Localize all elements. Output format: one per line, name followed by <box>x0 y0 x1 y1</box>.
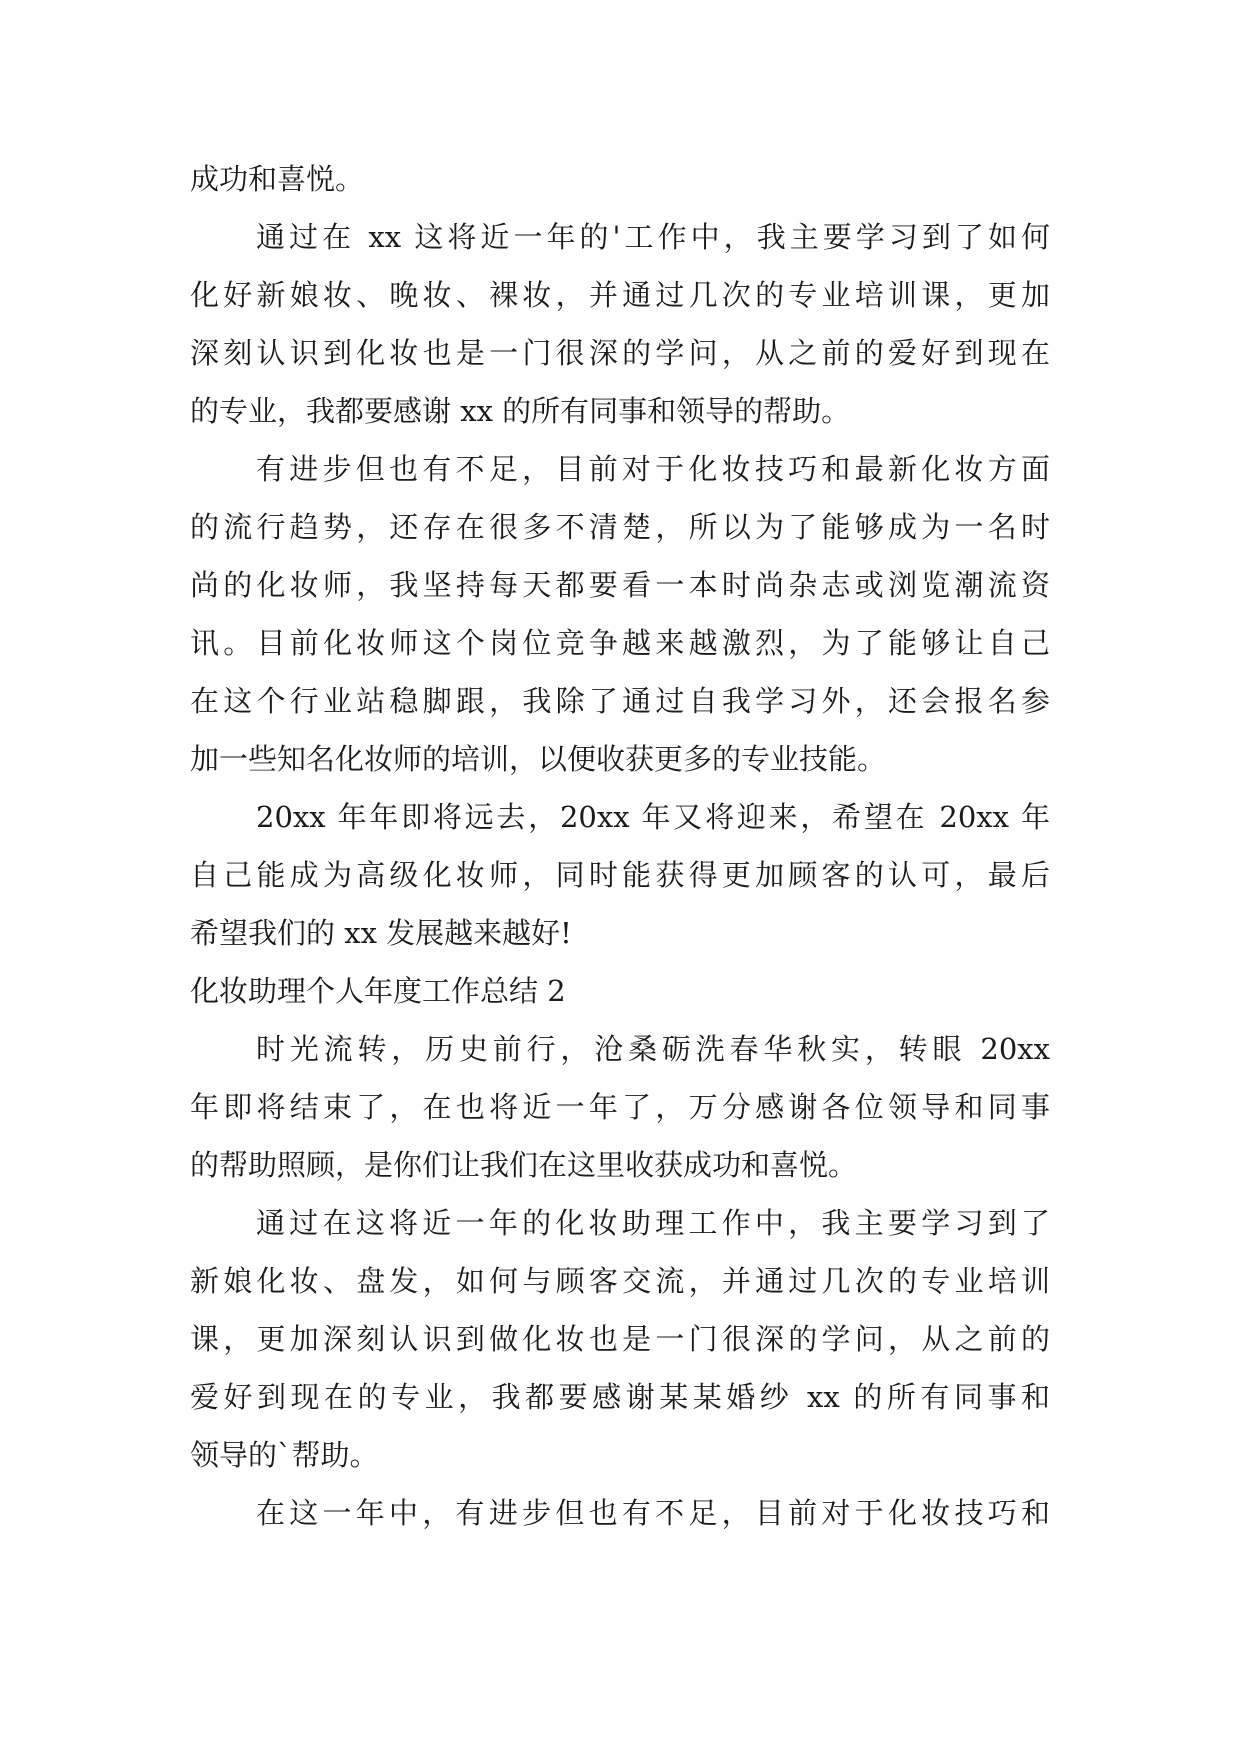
paragraph-first-line: 通过在这将近一年的化妆助理工作中，我主要学习到了 <box>256 1206 1050 1240</box>
text-line: 加一些知名化妆师的培训，以便收获更多的专业技能。 <box>190 742 887 776</box>
text-line: 尚的化妆师，我坚持每天都要看一本时尚杂志或浏览潮流资 <box>190 568 1050 602</box>
section-heading: 化妆助理个人年度工作总结 2 <box>190 974 566 1008</box>
text-line: 自己能成为高级化妆师，同时能获得更加顾客的认可，最后 <box>190 858 1050 892</box>
text-line: 的帮助照顾，是你们让我们在这里收获成功和喜悦。 <box>190 1148 858 1182</box>
text-line: 希望我们的 xx 发展越来越好! <box>190 916 572 950</box>
text-line: 的专业，我都要感谢 xx 的所有同事和领导的帮助。 <box>190 394 851 428</box>
paragraph-first-line: 时光流转，历史前行，沧桑砺洗春华秋实，转眼 20xx <box>256 1032 1050 1066</box>
document-body <box>190 150 1050 1542</box>
text-line: 年即将结束了，在也将近一年了，万分感谢各位领导和同事 <box>190 1090 1050 1124</box>
paragraph-first-line: 20xx 年年即将远去，20xx 年又将迎来，希望在 20xx 年 <box>256 800 1050 834</box>
text-line: 成功和喜悦。 <box>190 162 365 196</box>
text-line: 课，更加深刻认识到做化妆也是一门很深的学问，从之前的 <box>190 1322 1050 1356</box>
text-line: 深刻认识到化妆也是一门很深的学问，从之前的爱好到现在 <box>190 336 1050 370</box>
paragraph-first-line: 在这一年中，有进步但也有不足，目前对于化妆技巧和 <box>256 1496 1050 1530</box>
paragraph-first-line: 有进步但也有不足，目前对于化妆技巧和最新化妆方面 <box>256 452 1050 486</box>
paragraph-first-line: 通过在 xx 这将近一年的'工作中，我主要学习到了如何 <box>256 220 1050 254</box>
text-line: 的流行趋势，还存在很多不清楚，所以为了能够成为一名时 <box>190 510 1050 544</box>
text-line: 新娘化妆、盘发，如何与顾客交流，并通过几次的专业培训 <box>190 1264 1050 1298</box>
text-line: 化好新娘妆、晚妆、裸妆，并通过几次的专业培训课，更加 <box>190 278 1050 312</box>
text-line: 领导的`帮助。 <box>190 1438 379 1472</box>
text-line: 讯。目前化妆师这个岗位竞争越来越激烈，为了能够让自己 <box>190 626 1050 660</box>
text-line: 在这个行业站稳脚跟，我除了通过自我学习外，还会报名参 <box>190 684 1050 718</box>
text-line: 爱好到现在的专业，我都要感谢某某婚纱 xx 的所有同事和 <box>190 1380 1050 1414</box>
